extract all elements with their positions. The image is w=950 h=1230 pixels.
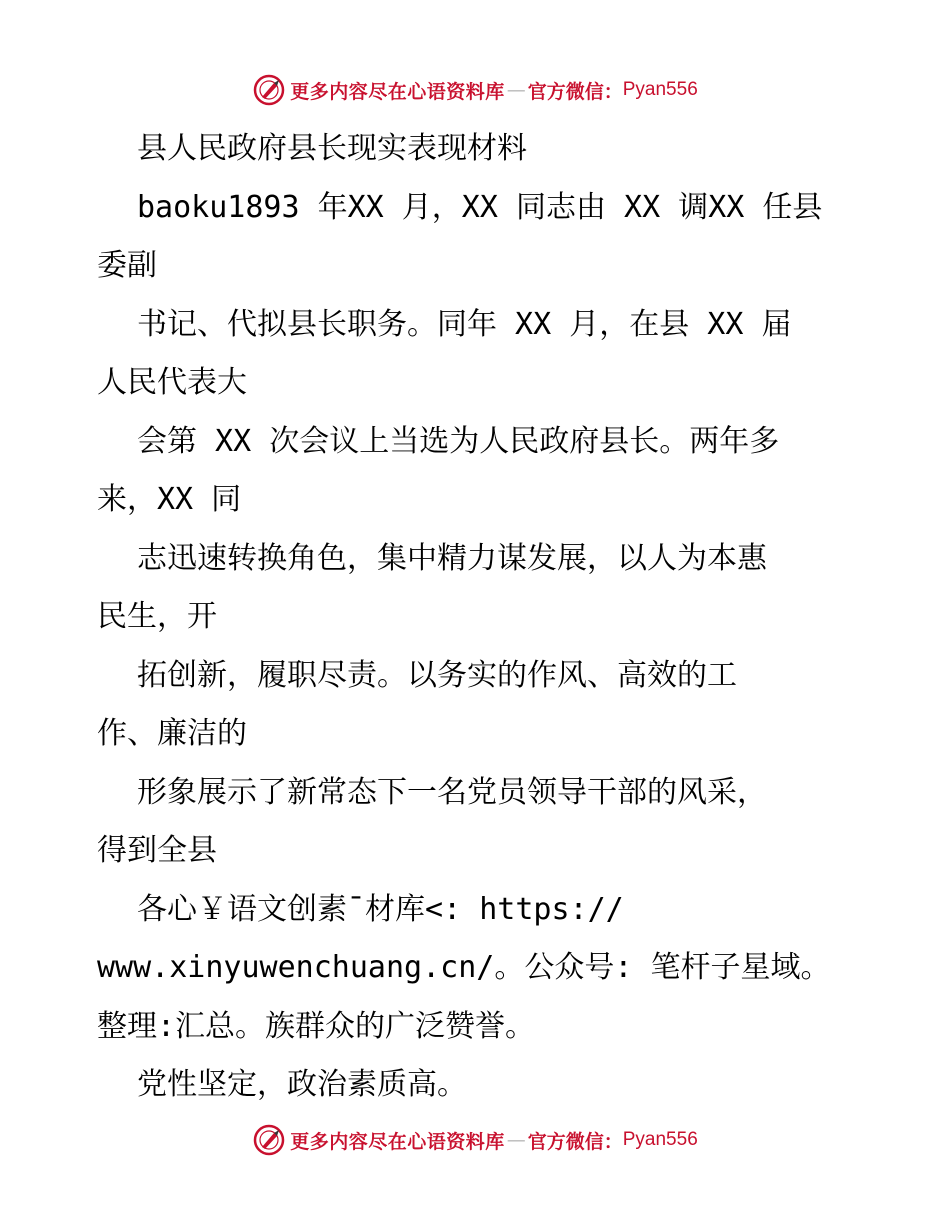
footer-watermark-banner <box>0 1120 950 1160</box>
banner-wechat-id: Pyan556 <box>622 1129 698 1150</box>
document-title: 县人民政府县长现实表现材料 <box>137 131 527 166</box>
body-line: 党性坚定，政治素质高。 <box>137 1067 467 1102</box>
body-line: 作、廉洁的 <box>97 716 247 751</box>
body-line: 书记、代拟县长职务。同年 XX 月，在县 XX 届 <box>137 306 792 342</box>
document-body <box>97 120 857 1115</box>
banner-wechat-id: Pyan556 <box>622 79 698 100</box>
banner-wechat-label: 官方微信： <box>527 80 623 103</box>
body-line: 得到全县 <box>97 833 217 868</box>
header-watermark-banner <box>0 70 950 110</box>
body-line: 委副 <box>97 248 157 283</box>
pen-nib-icon <box>252 1123 286 1157</box>
banner-site-name: 更多内容尽在心语资料库 <box>290 1130 505 1153</box>
body-line: baoku1893 年XX 月，XX 同志由 XX 调XX 任县 <box>137 189 823 225</box>
body-line: 会第 XX 次会议上当选为人民政府县长。两年多 <box>137 423 780 459</box>
pen-nib-icon <box>252 73 286 107</box>
body-line: 民生，开 <box>97 599 217 634</box>
body-line: 整理:汇总。族群众的广泛赞誉。 <box>97 1008 536 1044</box>
banner-wechat-label: 官方微信： <box>527 1130 623 1153</box>
body-line: 各心￥语文创素¯材库<: https:// <box>137 891 624 927</box>
body-line: 志迅速转换角色，集中精力谋发展，以人为本惠 <box>137 540 767 576</box>
body-line-url: www.xinyuwenchuang.cn/。公众号: 笔杆子星域。 <box>97 950 831 985</box>
body-line: 来，XX 同 <box>97 482 242 517</box>
banner-separator: — <box>506 1129 526 1151</box>
banner-site-name: 更多内容尽在心语资料库 <box>290 80 505 103</box>
banner-separator: — <box>506 79 526 101</box>
body-line: 人民代表大 <box>97 365 247 400</box>
body-line: 拓创新，履职尽责。以务实的作风、高效的工 <box>137 657 737 693</box>
body-line: 形象展示了新常态下一名党员领导干部的风采， <box>137 774 767 810</box>
